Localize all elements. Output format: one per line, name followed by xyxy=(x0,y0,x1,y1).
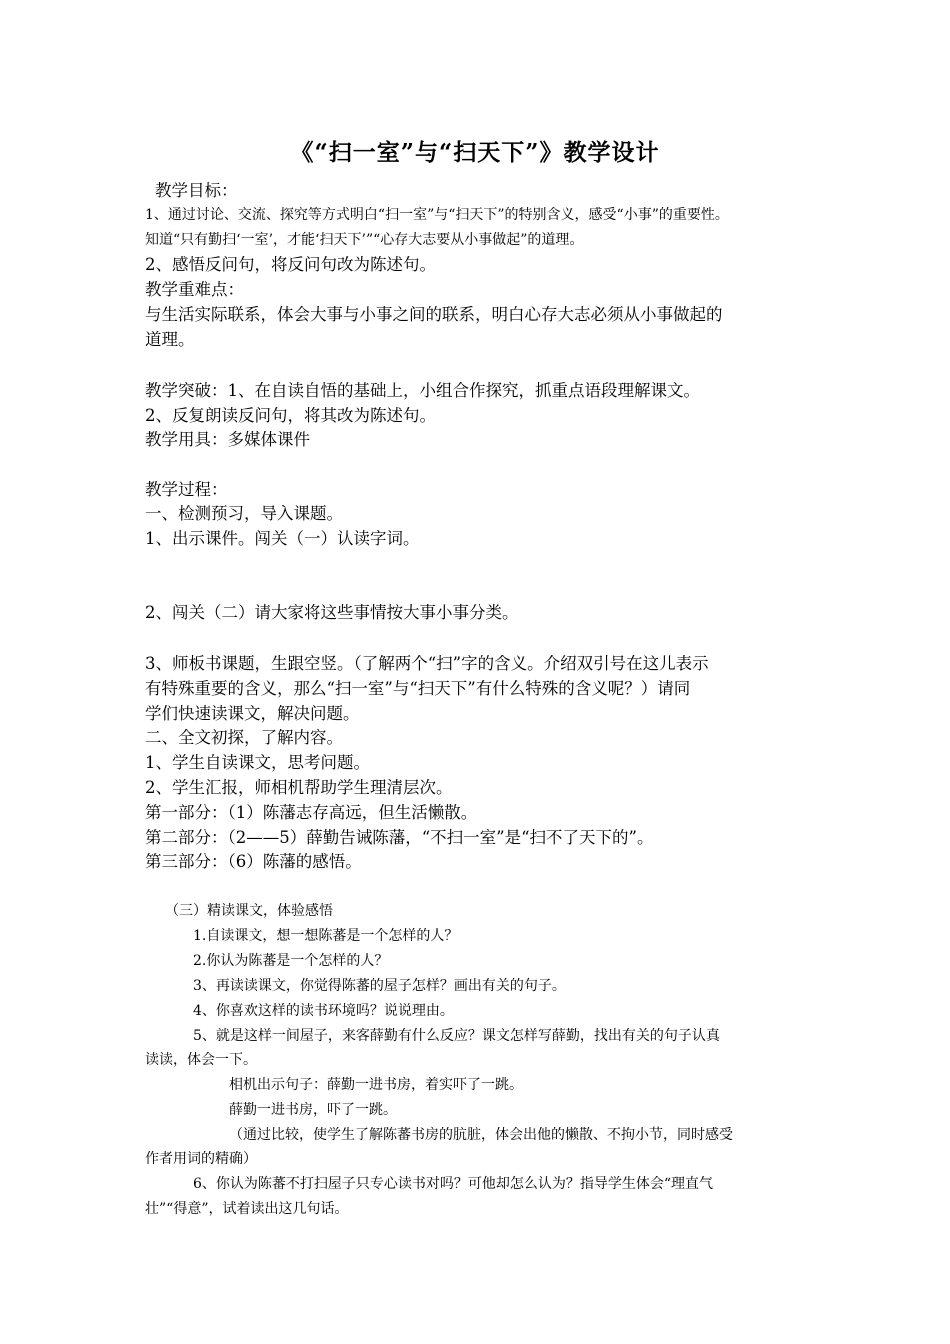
step-1-3-line-3: 学们快速读课文，解决问题。 xyxy=(145,704,360,723)
difficulty-heading: 教学重难点： xyxy=(145,280,244,299)
question-1: 1.自读课文，想一想陈蕃是一个怎样的人？ xyxy=(193,928,459,944)
step-1-3-line-2: 有特殊重要的含义，那么“扫一室”与“扫天下”有什么特殊的含义呢？）请同 xyxy=(145,679,691,698)
part-3: 第三部分：（6）陈藩的感悟。 xyxy=(145,852,362,871)
part-1: 第一部分：（1）陈藩志存高远，但生活懒散。 xyxy=(145,803,478,822)
difficulty-line-1: 与生活实际联系，体会大事与小事之间的联系，明白心存大志必须从小事做起的 xyxy=(145,305,723,324)
step-1-3-line-1: 3、师板书课题，生跟空竖。（了解两个“扫”字的含义。介绍双引号在这儿表示 xyxy=(145,654,709,673)
goal-1-line-1: 1、通过讨论、交流、探究等方式明白“扫一室”与“扫天下”的特别含义，感受“小事”的重要性。 xyxy=(145,207,729,223)
example-sentence-2: 薛勤一进书房，吓了一跳。 xyxy=(229,1102,397,1118)
section-2-heading: 二、全文初探，了解内容。 xyxy=(145,728,343,747)
breakthrough-1: 教学突破：1、在自读自悟的基础上，小组合作探究，抓重点语段理解课文。 xyxy=(145,381,700,400)
step-1-2: 2、闯关（二）请大家将这些事情按大事小事分类。 xyxy=(145,603,519,622)
step-1-1: 1、出示课件。闯关（一）认读字词。 xyxy=(145,529,420,548)
question-2: 2.你认为陈蕃是一个怎样的人？ xyxy=(193,953,389,969)
teaching-tools: 教学用具：多媒体课件 xyxy=(145,430,310,449)
question-6-line-1: 6、你认为陈蕃不打扫屋子只专心读书对吗？可他却怎么认为？指导学生体会“理直气 xyxy=(193,1176,714,1192)
section-3-heading: （三）精读课文，体验感悟 xyxy=(165,903,333,919)
question-5-line-2: 读读，体会一下。 xyxy=(145,1052,257,1068)
step-2-1: 1、学生自读课文，思考问题。 xyxy=(145,753,370,772)
question-6-line-2: 壮”“得意”，试着读出这几句话。 xyxy=(145,1201,349,1217)
example-sentence-1: 相机出示句子：薛勤一进书房，着实吓了一跳。 xyxy=(229,1077,523,1093)
breakthrough-2: 2、反复朗读反问句，将其改为陈述句。 xyxy=(145,406,436,425)
question-5-line-1: 5、就是这样一间屋子，来客薛勤有什么反应？课文怎样写薛勤，找出有关的句子认真 xyxy=(193,1028,720,1044)
comparison-note-line-1: （通过比较，使学生了解陈蕃书房的肮脏，体会出他的懒散、不拘小节，同时感受 xyxy=(229,1127,733,1143)
comparison-note-line-2: 作者用词的精确） xyxy=(145,1151,257,1167)
document-title: 《“扫一室”与“扫天下”》教学设计 xyxy=(290,139,660,166)
difficulty-line-2: 道理。 xyxy=(145,330,195,349)
question-4: 4、你喜欢这样的读书环境吗？说说理由。 xyxy=(193,1003,454,1019)
goals-heading: 教学目标： xyxy=(155,181,238,200)
goal-1-line-2: 知道“只有勤扫‘一室’，才能‘扫天下’”“心存大志要从小事做起”的道理。 xyxy=(145,232,584,248)
question-3: 3、再读读课文，你觉得陈蕃的屋子怎样？画出有关的句子。 xyxy=(193,978,566,994)
process-heading: 教学过程： xyxy=(145,480,228,499)
part-2: 第二部分：（2——5）薛勤告诫陈藩，“不扫一室”是“扫不了天下的”。 xyxy=(145,828,654,847)
goal-2: 2、感悟反问句，将反问句改为陈述句。 xyxy=(145,255,436,274)
step-2-2: 2、学生汇报，师相机帮助学生理清层次。 xyxy=(145,778,453,797)
section-1-heading: 一、检测预习，导入课题。 xyxy=(145,504,343,523)
